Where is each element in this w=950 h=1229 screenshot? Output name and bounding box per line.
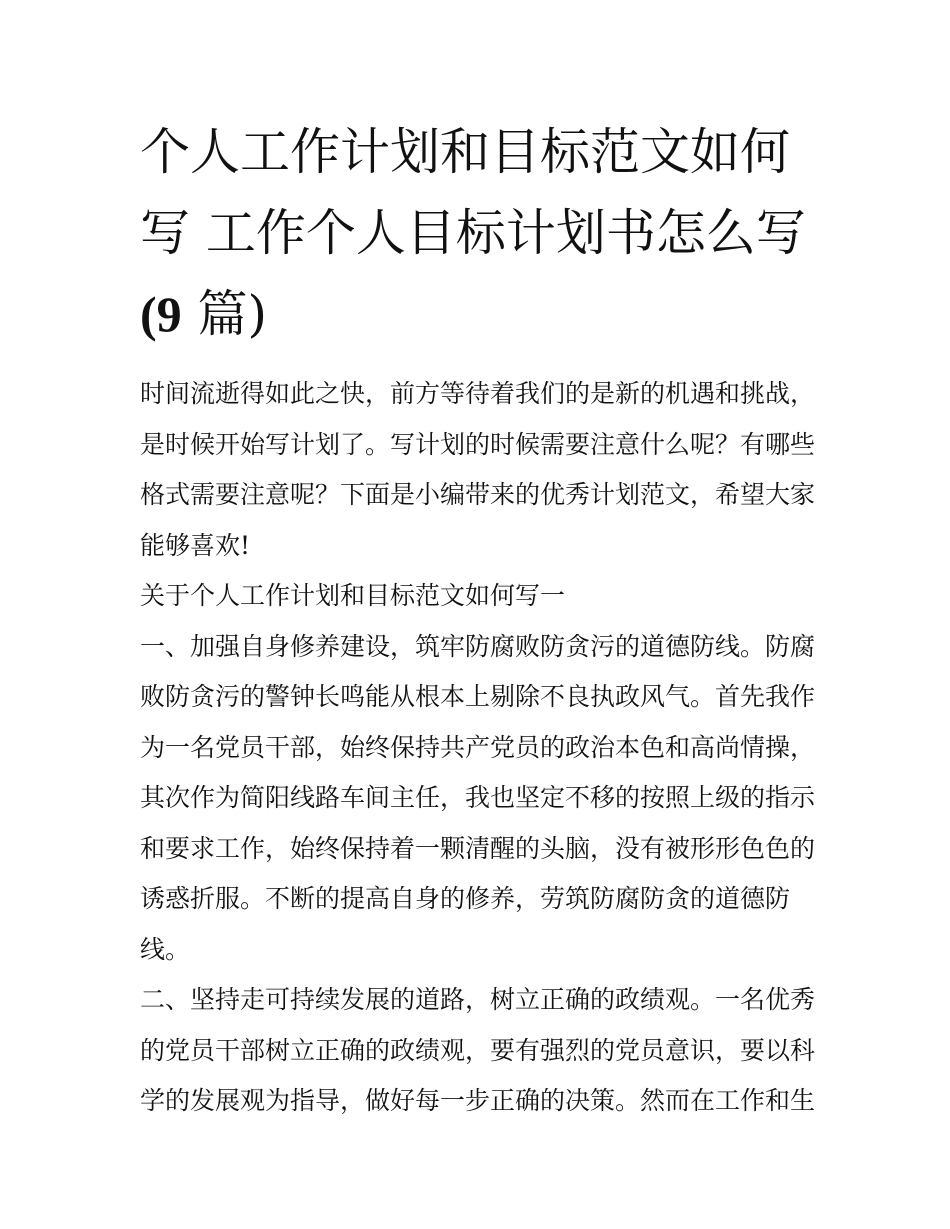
body-line-13: 二、坚持走可持续发展的道路，树立正确的政绩观。一名优秀 (140, 985, 816, 1014)
body-line-1: 时间流逝得如此之快，前方等待着我们的是新的机遇和挑战， (140, 379, 816, 408)
body-line-3: 格式需要注意呢？下面是小编带来的优秀计划范文，希望大家 (140, 480, 816, 509)
body-line-4: 能够喜欢! (140, 530, 251, 560)
title-line-1: 个人工作计划和目标范文如何 (140, 123, 790, 181)
document-title (140, 112, 820, 355)
title-line-2: 写 工作个人目标计划书怎么写 (140, 204, 806, 262)
body-line-6: 一、加强自身修养建设，筑牢防腐败防贪污的道德防线。防腐 (140, 631, 816, 661)
body-line-15: 学的发展观为指导，做好每一步正确的决策。然而在工作和生 (140, 1086, 816, 1115)
body-line-12: 线。 (140, 934, 191, 964)
document-content (140, 112, 820, 1127)
title-count: (9 (140, 286, 182, 342)
body-line-11: 诱惑折服。不断的提高自身的修养，劳筑防腐防贪的道德防 (140, 884, 791, 913)
section-heading: 关于个人工作计划和目标范文如何写一 (140, 581, 566, 610)
body-line-9: 其次作为简阳线路车间主任，我也坚定不移的按照上级的指示 (140, 783, 816, 812)
body-line-2: 是时候开始写计划了。写计划的时候需要注意什么呢？有哪些 (140, 429, 816, 459)
title-count-suffix: 篇) (181, 285, 268, 343)
body-line-8: 为一名党员干部，始终保持共产党员的政治本色和高尚情操， (140, 732, 816, 762)
body-line-14: 的党员干部树立正确的政绩观，要有强烈的党员意识，要以科 (140, 1035, 816, 1065)
body-line-10: 和要求工作，始终保持着一颗清醒的头脑，没有被形形色色的 (140, 833, 816, 863)
body-line-7: 败防贪污的警钟长鸣能从根本上剔除不良执政风气。首先我作 (140, 682, 816, 711)
